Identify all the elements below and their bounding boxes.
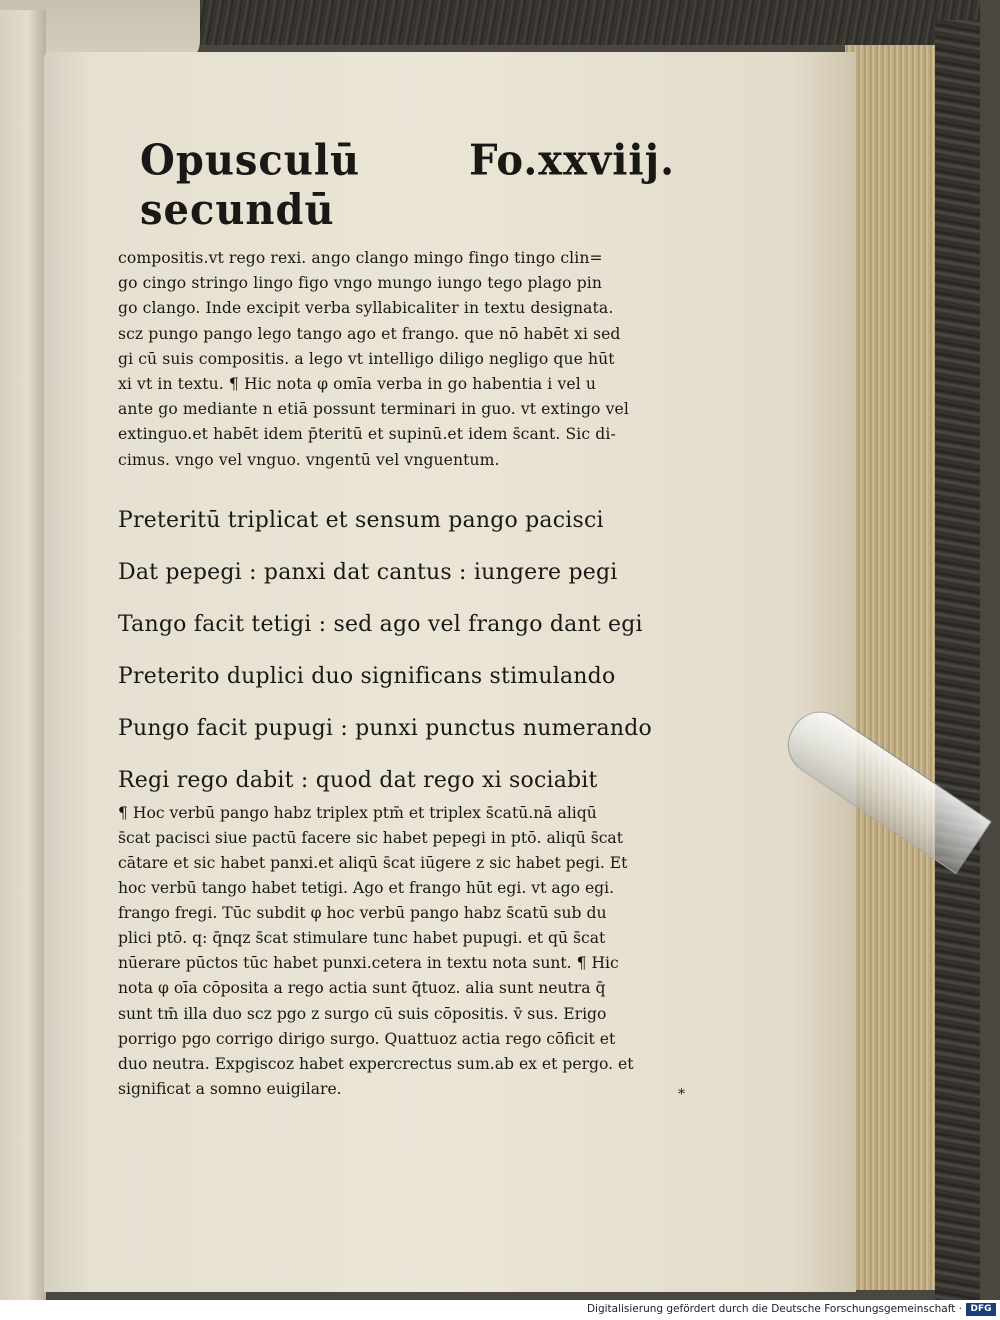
commentary-line: go clango. Inde excipit verba syllabicaliter in textu designata. — [118, 299, 614, 318]
verso-page-edge — [0, 10, 46, 1300]
commentary-paragraph-2 — [118, 801, 692, 1102]
page-block-edges — [845, 45, 940, 1290]
text-block — [118, 135, 692, 1102]
commentary-line: significat a somno euigilare. — [118, 1079, 342, 1098]
commentary-line: s̄cat pacisci siue pactū facere sic habet pepegi in ptō. aliqū s̄cat — [118, 828, 623, 847]
commentary-line: compositis.vt rego rexi. ango clango mingo fingo tingo clin= — [118, 249, 603, 267]
end-mark: ⁎ — [678, 1082, 685, 1098]
commentary-line: ante go mediante n etiā possunt terminari in guo. vt extingo vel — [118, 400, 629, 419]
verse-line: Regi rego dabit : quod dat rego xi sociabit — [118, 767, 598, 793]
commentary-line: extinguo.et habēt idem p̄teritū et supinū.et idem s̄cant. Sic di- — [118, 425, 616, 444]
binding-board-right — [935, 20, 980, 1300]
running-head — [140, 136, 675, 235]
verse-line: Pungo facit pupugi : punxi punctus numerando — [118, 715, 652, 741]
commentary-line: xi vt in textu. ¶ Hic nota φ omīa verba in go habentia i vel u — [118, 375, 596, 394]
verse-line: Tango facit tetigi : sed ago vel frango dant egi — [118, 611, 643, 637]
commentary-paragraph — [118, 246, 692, 473]
verse-line: Preterito duplici duo significans stimulando — [118, 663, 616, 689]
commentary-line: scz pungo pango lego tango ago et frango. que nō habēt xi sed — [118, 324, 621, 343]
commentary-line: go cingo stringo lingo figo vngo mungo iungo tego plago pin — [118, 274, 603, 293]
binding-board-top — [190, 0, 980, 45]
commentary-line: duo neutra. Expgiscoz habet expercrectus sum.ab ex et pergo. et — [118, 1054, 634, 1073]
verse-block — [118, 495, 692, 807]
funding-credit: Digitalisierung gefördert durch die Deutsche Forschungsgemeinschaft · — [586, 1303, 962, 1315]
commentary-line: hoc verbū tango habet tetigi. Ago et frango hūt egi. vt ago egi. — [118, 879, 615, 898]
commentary-line: nota φ oīa cōposita a rego actia sunt q̄tuoz. alia sunt neutra q̄ — [118, 979, 606, 998]
commentary-line: cātare et sic habet panxi.et aliqū s̄cat iūgere z sic habet pegi. Et — [118, 854, 628, 873]
folio-number: Fo.xxviij. — [469, 135, 675, 185]
running-head-title: Opusculū secundū — [140, 135, 361, 235]
dfg-logo: DFG — [966, 1303, 996, 1316]
commentary-line: plici ptō. q: q̄nqz s̄cat stimulare tunc habet pupugi. et qū s̄cat — [118, 929, 606, 948]
commentary-line: nūerare pūctos tūc habet punxi.cetera in textu nota sunt. ¶ Hic — [118, 954, 619, 973]
verse-line: Preteritū triplicat et sensum pango pacisci — [118, 507, 604, 533]
commentary-line: sunt tm̄ illa duo scz pgo z surgo cū suis cōpositis. v̄ sus. Erigo — [118, 1004, 607, 1023]
commentary-line: ¶ Hoc verbū pango habz triplex ptm̄ et triplex s̄catū.nā aliqū — [118, 803, 597, 822]
footer — [0, 1300, 1000, 1320]
verse-line: Dat pepegi : panxi dat cantus : iungere pegi — [118, 559, 618, 585]
commentary-line: cimus. vngo vel vnguo. vngentū vel vnguentum. — [118, 450, 500, 469]
recto-page — [44, 52, 856, 1292]
commentary-line: frango fregi. Tūc subdit φ hoc verbū pango habz s̄catū sub du — [118, 904, 607, 923]
commentary-line: gi cū suis compositis. a lego vt intelligo diligo negligo que hūt — [118, 349, 615, 368]
commentary-line: porrigo pgo corrigo dirigo surgo. Quattuoz actia rego cōficit et — [118, 1029, 616, 1048]
